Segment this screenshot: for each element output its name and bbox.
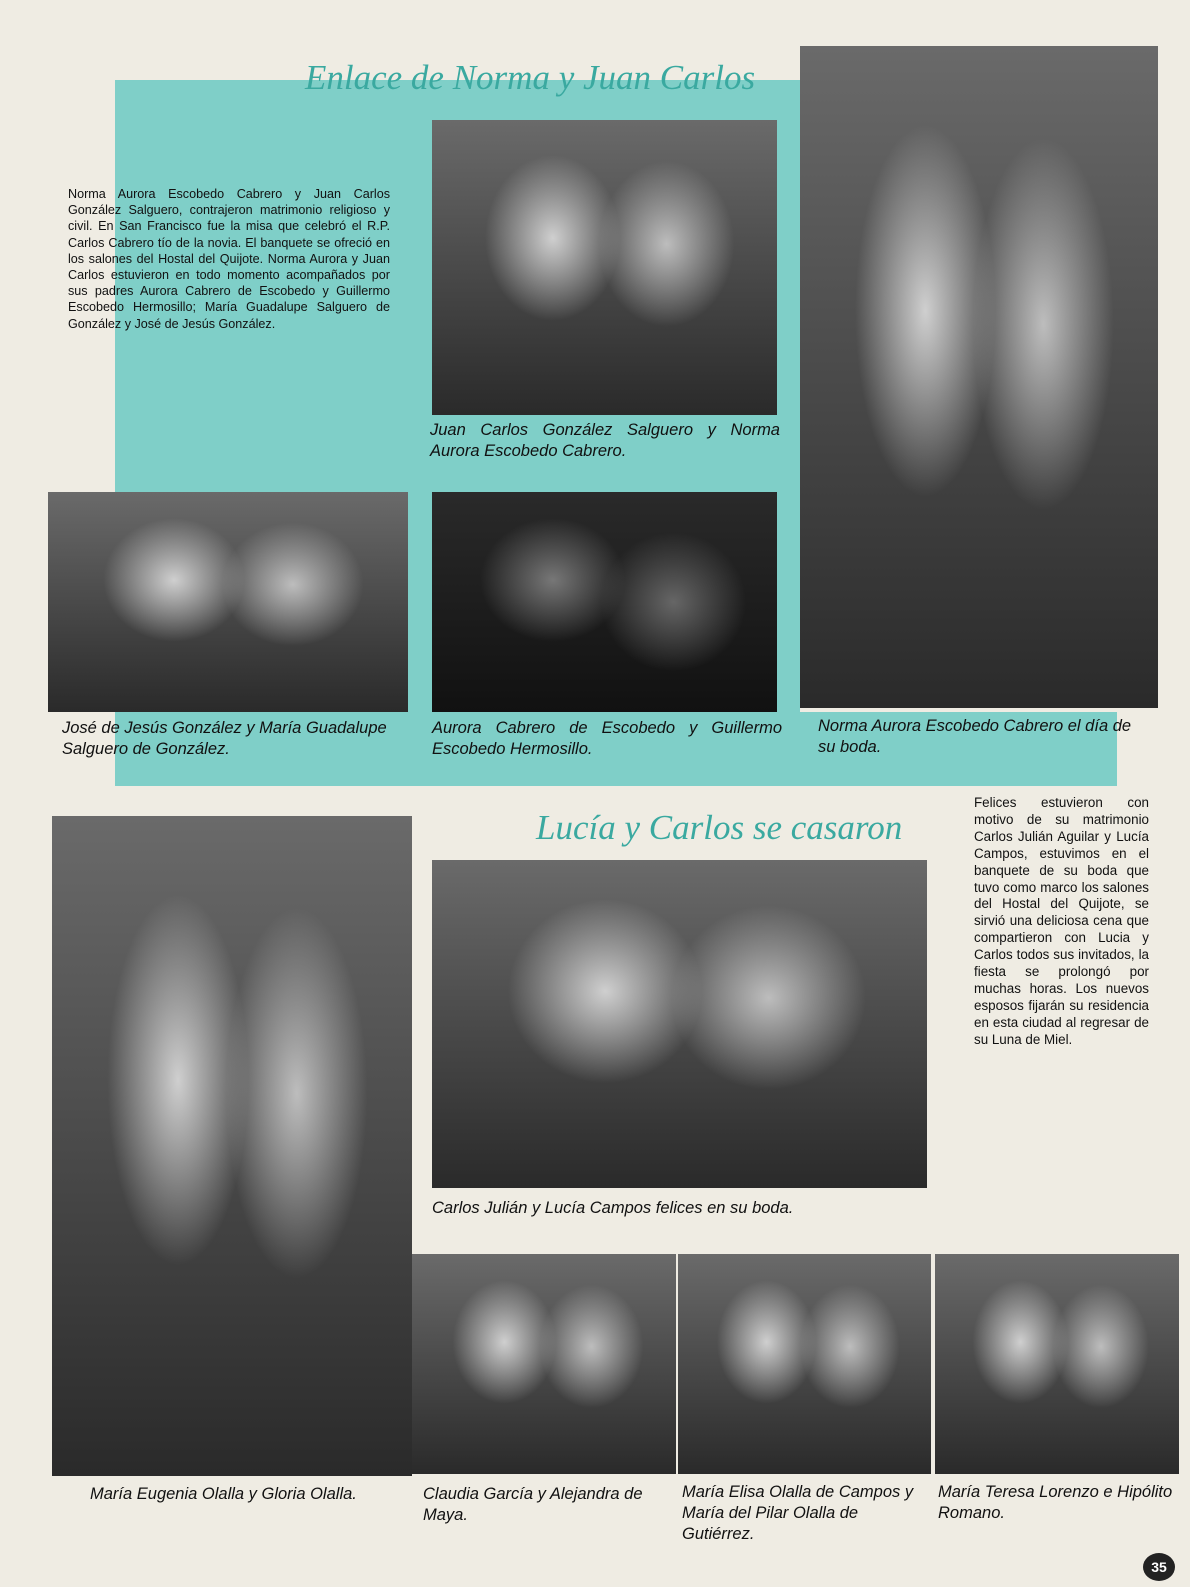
caption-olalla: María Eugenia Olalla y Gloria Olalla. (90, 1485, 357, 1503)
page-number: 35 (1143, 1553, 1175, 1581)
caption-bride-parents: Aurora Cabrero de Escobedo y Guillermo Escobedo Hermosillo. (432, 719, 782, 758)
caption-couple-2: Carlos Julián y Lucía Campos felices en su boda. (432, 1199, 794, 1217)
caption-couple-1: Juan Carlos González Salguero y Norma Aurora Escobedo Cabrero. (430, 421, 780, 460)
caption-bride: Norma Aurora Escobedo Cabrero el día de su boda. (818, 717, 1132, 756)
photo-bride-norma (800, 46, 1158, 708)
caption-maria-elisa: María Elisa Olalla de Campos y María del Pilar Olalla de Gutiérrez. (682, 1483, 914, 1543)
photo-groom-parents (48, 492, 408, 712)
photo-bride-parents (432, 492, 777, 712)
photo-maria-teresa (935, 1254, 1179, 1474)
caption-groom-parents: José de Jesús González y María Guadalupe Salguero de González. (62, 719, 387, 758)
photo-juan-carlos-norma (432, 120, 777, 415)
photo-claudia-alejandra (412, 1254, 676, 1474)
article2-title: Lucía y Carlos se casaron (536, 808, 903, 847)
article1-body: Norma Aurora Escobedo Cabrero y Juan Carlos González Salguero, contrajeron matrimonio religioso y civil. En San Francisco fue la misa que celebró el R.P. Carlos Cabrero tío de la novia. El banquete se ofreció en los salones del Hostal del Quijote. Norma Aurora y Juan Carlos estuvieron en todo momento acompañados por sus padres Aurora Cabrero de Escobedo y Guillermo Escobedo Hermosillo; María Guadalupe Salguero de González y José de Jesús González. (68, 187, 390, 331)
photo-carlos-lucia (432, 860, 927, 1188)
article2-body: Felices estuvieron con motivo de su matrimonio Carlos Julián Aguilar y Lucía Campos, estuvimos en el banquete de su boda que tuvo como marco los salones del Hostal del Quijote, se sirvió una deliciosa cena que compartieron con Lucia y Carlos todos sus invitados, la fiesta se prolongó por muchas horas. Los nuevos esposos fijarán su residencia en esta ciudad al regresar de su Luna de Miel. (974, 795, 1149, 1047)
photo-maria-elisa (678, 1254, 931, 1474)
caption-claudia: Claudia García y Alejandra de Maya. (423, 1485, 643, 1524)
photo-olalla (52, 816, 412, 1476)
article1-title: Enlace de Norma y Juan Carlos (305, 58, 756, 97)
caption-maria-teresa: María Teresa Lorenzo e Hipólito Romano. (938, 1483, 1173, 1522)
